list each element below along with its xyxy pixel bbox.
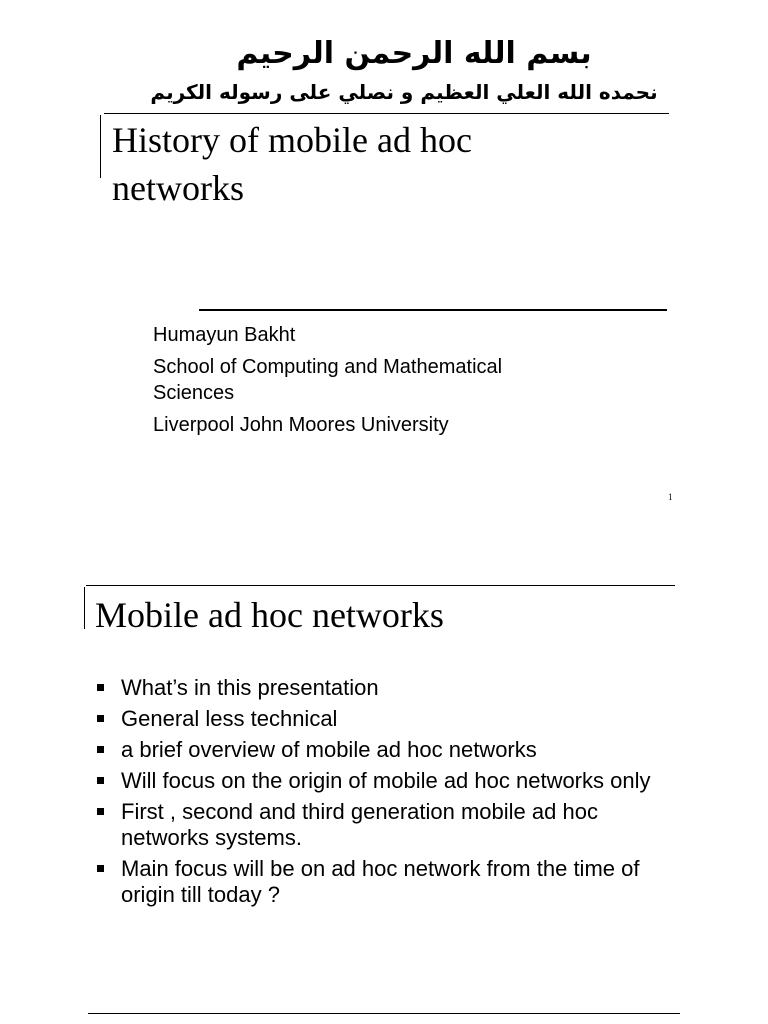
slide1-title-underline [199,309,667,311]
bullet-square-icon [97,746,104,753]
list-item: Will focus on the origin of mobile ad hoc networks only [95,768,675,794]
slide2-bottom-rule [88,1013,680,1014]
slide2-left-rule [84,587,85,629]
page-number: 1 [668,492,673,502]
author-block [153,322,573,444]
list-item: First , second and third generation mobile ad hoc networks systems. [95,799,675,851]
list-item: What’s in this presentation [95,675,675,701]
slide1-top-rule [104,113,669,114]
slide2-title: Mobile ad hoc networks [95,595,444,635]
list-item: a brief overview of mobile ad hoc networks [95,737,675,763]
list-item: General less technical [95,706,675,732]
author-department: School of Computing and Mathematical Sciences [153,356,503,404]
slide2-top-rule [86,585,675,586]
basmala-header: بسم الله الرحمن الرحيم [236,36,592,71]
slide1-left-rule [100,115,101,178]
author-name: Humayun Bakht [153,324,296,346]
bullet-square-icon [97,684,104,691]
bullet-square-icon [97,808,104,815]
author-university: Liverpool John Moores University [153,414,449,436]
list-item: Main focus will be on ad hoc network from the time of origin till today ? [95,856,675,908]
bullet-square-icon [97,777,104,784]
slide2-bullet-list [95,675,675,913]
slide1-title: History of mobile ad hoc networks [112,120,472,208]
bullet-square-icon [97,865,104,872]
bullet-square-icon [97,715,104,722]
dua-header: نحمده الله العلي العظيم و نصلي على رسوله الكريم [150,80,658,104]
